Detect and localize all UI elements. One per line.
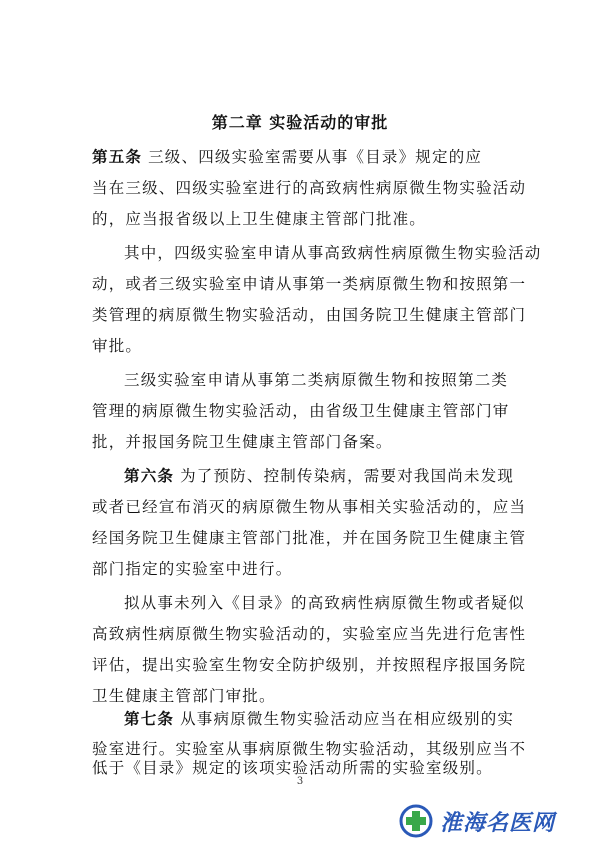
medical-cross-logo-icon — [396, 803, 436, 839]
paragraph-line: 低于《目录》规定的该项实验活动所需的实验室级别。 — [92, 759, 493, 777]
paragraph-line: 高致病性病原微生物实验活动的，实验室应当先进行危害性 — [92, 625, 527, 643]
paragraph-line: 三级实验室申请从事第二类病原微生物和按照第二类 — [124, 371, 509, 389]
article-label: 第七条 — [124, 710, 175, 728]
paragraph-line: 拟从事未列入《目录》的高致病性病原微生物或者疑似 — [124, 594, 525, 612]
paragraph-line: 管理的病原微生物实验活动，由省级卫生健康主管部门审 — [92, 402, 510, 420]
paragraph-line: 评估，提出实验室生物安全防护级别，并按照程序报国务院 — [92, 656, 527, 674]
line-text: 从事病原微生物实验活动应当在相应级别的实 — [180, 710, 515, 728]
paragraph-line: 的，应当报省级以上卫生健康主管部门批准。 — [92, 210, 427, 228]
paragraph-line: 审批。 — [92, 337, 143, 355]
paragraph-line: 卫生健康主管部门审批。 — [92, 687, 276, 705]
page-number: 3 — [296, 776, 304, 787]
paragraph-line: 或者已经宣布消灭的病原微生物从事相关实验活动的，应当 — [92, 498, 527, 516]
line-text: 为了预防、控制传染病，需要对我国尚未发现 — [180, 467, 515, 485]
paragraph-line: 类管理的病原微生物实验活动，由国务院卫生健康主管部门 — [92, 306, 527, 324]
paragraph-line — [124, 707, 514, 729]
paragraph-line: 当在三级、四级实验室进行的高致病性病原微生物实验活动 — [92, 179, 527, 197]
paragraph-line — [124, 464, 514, 486]
line-text: 三级、四级实验室需要从事《目录》规定的应 — [148, 148, 483, 166]
article-label: 第五条 — [92, 148, 143, 166]
paragraph-line — [92, 145, 482, 167]
site-watermark — [396, 802, 586, 840]
paragraph-line: 动，或者三级实验室申请从事第一类病原微生物和按照第一 — [92, 275, 527, 293]
paragraph-line: 验室进行。实验室从事病原微生物实验活动，其级别应当不 — [92, 740, 527, 758]
paragraph-line: 经国务院卫生健康主管部门批准，并在国务院卫生健康主管 — [92, 529, 527, 547]
article-label: 第六条 — [124, 467, 175, 485]
paragraph-line: 其中，四级实验室申请从事高致病性病原微生物实验活动 — [124, 244, 542, 262]
chapter-title: 第二章 实验活动的审批 — [211, 113, 389, 132]
watermark-text: 淮海名医网 — [440, 810, 556, 836]
paragraph-line: 批，并报国务院卫生健康主管部门备案。 — [92, 433, 393, 451]
paragraph-line: 部门指定的实验室中进行。 — [92, 560, 293, 578]
